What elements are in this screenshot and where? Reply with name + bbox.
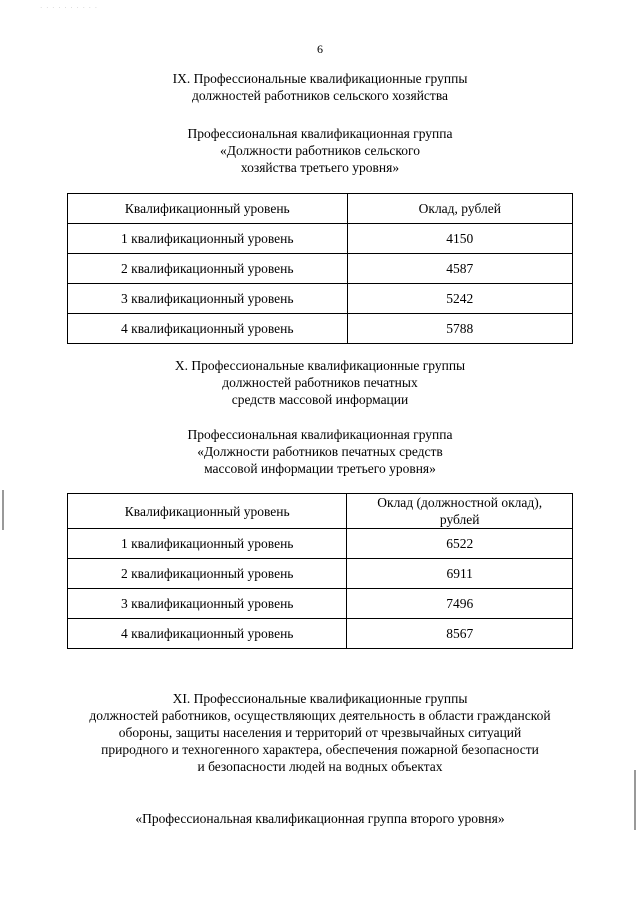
- column-header-salary: Оклад, рублей: [347, 194, 572, 224]
- level-cell: 3 квалификационный уровень: [68, 284, 348, 314]
- table-row: [68, 224, 573, 254]
- group-line: «Должности работников сельского: [220, 143, 420, 158]
- column-header-salary: [347, 494, 573, 529]
- column-header-salary-line: Оклад (должностной оклад),: [377, 495, 543, 510]
- level-cell: 3 квалификационный уровень: [68, 589, 347, 619]
- heading-line: природного и техногенного характера, обеспечения пожарной безопасности: [101, 742, 539, 757]
- level-cell: 1 квалификационный уровень: [68, 224, 348, 254]
- salary-cell: 5788: [347, 314, 572, 344]
- group-line: Профессиональная квалификационная группа: [187, 427, 453, 442]
- section-9-group-title: [0, 125, 640, 176]
- level-cell: 1 квалификационный уровень: [68, 529, 347, 559]
- level-cell: 4 квалификационный уровень: [68, 314, 348, 344]
- table-row: [68, 529, 573, 559]
- column-header-level: Квалификационный уровень: [68, 494, 347, 529]
- table-header-row: [68, 194, 573, 224]
- heading-line: должностей работников, осуществляющих деятельность в области гражданской: [89, 708, 551, 723]
- table-row: [68, 314, 573, 344]
- heading-line: средств массовой информации: [231, 392, 409, 407]
- scan-edge-mark: [2, 490, 4, 530]
- table-row: [68, 619, 573, 649]
- heading-line: IX. Профессиональные квалификационные группы: [172, 71, 468, 86]
- section-10-salary-table: [67, 493, 573, 649]
- section-10-heading: [0, 357, 640, 408]
- salary-cell: 4150: [347, 224, 572, 254]
- heading-line: должностей работников печатных: [222, 375, 418, 390]
- salary-cell: 7496: [347, 589, 573, 619]
- group-line: «Профессиональная квалификационная группа второго уровня»: [135, 811, 505, 826]
- heading-line: обороны, защиты населения и территорий от чрезвычайных ситуаций: [118, 725, 522, 740]
- column-header-level: Квалификационный уровень: [68, 194, 348, 224]
- section-11-heading: [0, 690, 640, 775]
- table-header-row: [68, 494, 573, 529]
- section-9-salary-table: [67, 193, 573, 344]
- table-row: [68, 559, 573, 589]
- level-cell: 4 квалификационный уровень: [68, 619, 347, 649]
- salary-cell: 6522: [347, 529, 573, 559]
- section-10-group-title: [0, 426, 640, 477]
- group-line: Профессиональная квалификационная группа: [187, 126, 453, 141]
- salary-cell: 4587: [347, 254, 572, 284]
- section-11-group-title: [0, 810, 640, 827]
- scan-header-noise: · · · · · · · · · ·: [40, 4, 99, 12]
- column-header-salary-line: рублей: [439, 512, 480, 527]
- level-cell: 2 квалификационный уровень: [68, 254, 348, 284]
- heading-line: должностей работников сельского хозяйства: [191, 88, 449, 103]
- salary-cell: 5242: [347, 284, 572, 314]
- heading-line: X. Профессиональные квалификационные группы: [174, 358, 466, 373]
- group-line: «Должности работников печатных средств: [197, 444, 443, 459]
- table-row: [68, 254, 573, 284]
- table-row: [68, 284, 573, 314]
- heading-line: XI. Профессиональные квалификационные группы: [172, 691, 468, 706]
- scan-edge-mark: [634, 770, 636, 830]
- group-line: массовой информации третьего уровня»: [204, 461, 436, 476]
- salary-cell: 8567: [347, 619, 573, 649]
- level-cell: 2 квалификационный уровень: [68, 559, 347, 589]
- salary-cell: 6911: [347, 559, 573, 589]
- table-row: [68, 589, 573, 619]
- section-9-heading: [0, 70, 640, 104]
- heading-line: и безопасности людей на водных объектах: [197, 759, 443, 774]
- page-number: 6: [317, 42, 323, 56]
- group-line: хозяйства третьего уровня»: [240, 160, 400, 175]
